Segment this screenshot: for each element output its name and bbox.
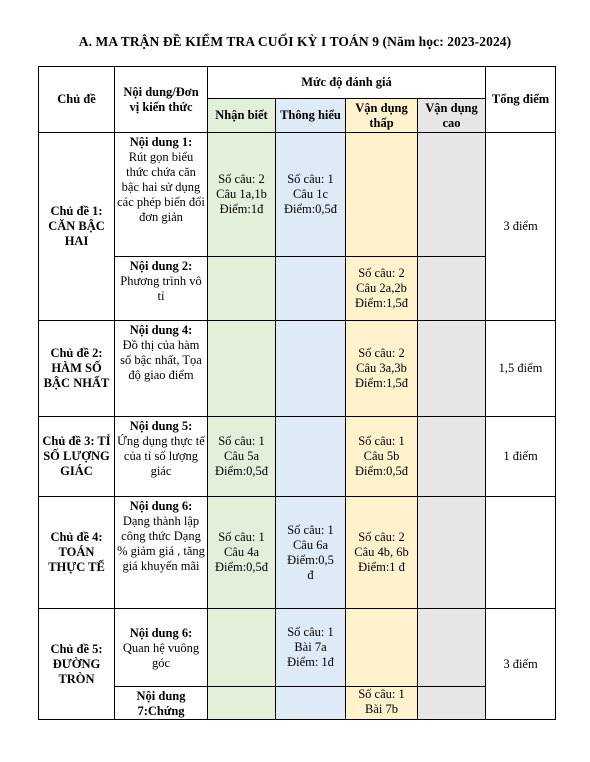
recognize-cell xyxy=(208,257,276,321)
recognize-cell xyxy=(208,687,276,720)
topic-cell: Chủ đề 3: TỈ SỐ LƯỢNG GIÁC xyxy=(39,417,115,497)
content-desc: Quan hệ vuông góc xyxy=(122,641,200,670)
cell-line: Câu 5a xyxy=(223,449,260,463)
content-cell xyxy=(115,497,208,609)
header-total: Tổng điểm xyxy=(486,67,556,133)
total-cell: 3 điểm xyxy=(486,609,556,720)
header-level: Mức độ đánh giá xyxy=(208,67,486,99)
cell-line: Câu 4a xyxy=(223,545,260,559)
table-row xyxy=(39,609,556,687)
apply-high-cell xyxy=(418,687,486,720)
cell-line: đ xyxy=(307,567,314,582)
cell-line: Câu 1a,1b xyxy=(216,187,267,201)
understand-cell xyxy=(276,133,346,257)
topic-cell: Chủ đề 1: CĂN BẬC HAI xyxy=(39,133,115,321)
content-name: Nội dung 6: xyxy=(129,499,193,513)
content-cell xyxy=(115,321,208,417)
total-cell: 1,5 điểm xyxy=(486,321,556,417)
content-name: Nội dung 1: xyxy=(129,135,193,149)
apply-low-cell xyxy=(346,321,418,417)
apply-high-cell xyxy=(418,609,486,687)
header-apply-high: Vận dụng cao xyxy=(418,99,486,133)
recognize-cell xyxy=(208,497,276,609)
cell-line: Bài 7b xyxy=(365,702,398,716)
content-name: Nội dung 2: xyxy=(129,259,193,273)
recognize-cell xyxy=(208,133,276,257)
apply-high-cell xyxy=(418,133,486,257)
cell-line: Số câu: 1 xyxy=(358,434,405,448)
topic-cell: Chủ đề 2: HÀM SỐ BẬC NHẤT xyxy=(39,321,115,417)
total-cell xyxy=(486,497,556,609)
understand-cell xyxy=(276,257,346,321)
apply-low-cell xyxy=(346,133,418,257)
cell-line: Số câu: 2 xyxy=(358,266,405,280)
cell-line: Câu 3a,3b xyxy=(356,361,407,375)
content-name: Nội dung 7:Chứng xyxy=(136,689,186,718)
cell-line: Câu 5b xyxy=(363,449,400,463)
cell-line: Bài 7a xyxy=(294,640,327,654)
recognize-cell xyxy=(208,417,276,497)
cell-line: Câu 6a xyxy=(292,537,329,552)
recognize-cell xyxy=(208,609,276,687)
content-desc: Ứng dụng thực tế của tỉ số lượng giác xyxy=(117,434,205,478)
cell-line: Điểm:0,5đ xyxy=(283,202,338,216)
cell-line: Điểm: 1đ xyxy=(287,655,334,669)
content-cell xyxy=(115,417,208,497)
apply-high-cell xyxy=(418,257,486,321)
cell-line: Số câu: 2 xyxy=(358,530,405,544)
cell-line: Câu 1c xyxy=(292,187,329,201)
content-cell xyxy=(115,609,208,687)
content-desc: Đồ thị của hàm số bậc nhất, Tọa độ giao điểm xyxy=(120,338,202,382)
table-row xyxy=(39,133,556,257)
cell-line: Điểm:0,5đ xyxy=(214,560,269,574)
cell-line: Số câu: 1 xyxy=(218,530,265,544)
header-content: Nội dung/Đơn vị kiến thức xyxy=(115,67,208,133)
recognize-cell xyxy=(208,321,276,417)
cell-line: Số câu: 2 xyxy=(218,172,265,186)
apply-low-cell xyxy=(346,497,418,609)
cell-line: Điểm:1,5đ xyxy=(354,296,409,310)
cell-line: Điểm:1,5đ xyxy=(354,376,409,390)
table-row xyxy=(39,417,556,497)
table-row xyxy=(39,257,556,321)
header-understand: Thông hiểu xyxy=(276,99,346,133)
apply-high-cell xyxy=(418,497,486,609)
table-row xyxy=(39,497,556,609)
content-cell xyxy=(115,133,208,257)
content-desc: Rút gọn biểu thức chứa căn bậc hai sử dụng các phép biến đổi đơn giản xyxy=(117,150,205,224)
cell-line: Số câu: 1 xyxy=(287,172,334,186)
apply-low-cell xyxy=(346,609,418,687)
content-name: Nội dung 5: xyxy=(129,419,193,433)
cell-line: Số câu: 2 xyxy=(358,346,405,360)
table-row xyxy=(39,321,556,417)
cell-line: Câu 2a,2b xyxy=(356,281,407,295)
document-title: A. MA TRẬN ĐỀ KIỂM TRA CUỐI KỲ I TOÁN 9 (Năm học: 2023-2024) xyxy=(78,34,512,49)
apply-high-cell xyxy=(418,321,486,417)
understand-cell xyxy=(276,321,346,417)
cell-line: Số câu: 1 xyxy=(358,687,405,701)
topic-cell: Chủ đề 5: ĐƯỜNG TRÒN xyxy=(39,609,115,720)
header-topic: Chủ đề xyxy=(39,67,115,133)
content-cell xyxy=(115,687,208,720)
content-cell xyxy=(115,257,208,321)
cell-line: Số câu: 1 xyxy=(287,522,334,537)
cell-line: Điểm:1 đ xyxy=(358,560,405,574)
table-row xyxy=(39,687,556,720)
assessment-matrix-table xyxy=(38,66,556,720)
total-cell: 1 điểm xyxy=(486,417,556,497)
understand-cell xyxy=(276,609,346,687)
header-apply-low: Vận dụng thấp xyxy=(346,99,418,133)
cell-line: Điểm:0,5đ xyxy=(354,464,409,478)
content-name: Nội dung 6: xyxy=(129,626,193,640)
understand-cell xyxy=(276,687,346,720)
content-desc: Phương trình vô tỉ xyxy=(120,274,202,303)
content-desc: Dạng thành lập công thức Dạng % giảm giá , tăng giá khuyến mãi xyxy=(117,514,205,573)
cell-line: Điểm:0,5đ xyxy=(214,464,269,478)
cell-line: Điểm:0,5 xyxy=(287,552,334,567)
content-name: Nội dung 4: xyxy=(129,323,193,337)
apply-low-cell xyxy=(346,257,418,321)
apply-low-cell xyxy=(346,417,418,497)
cell-line: Câu 4b, 6b xyxy=(354,545,409,559)
topic-cell: Chủ đề 4: TOÁN THỰC TẾ xyxy=(39,497,115,609)
apply-low-cell xyxy=(346,687,418,720)
apply-high-cell xyxy=(418,417,486,497)
understand-cell xyxy=(276,417,346,497)
total-cell: 3 điểm xyxy=(486,133,556,321)
header-recognize: Nhận biết xyxy=(208,99,276,133)
understand-cell xyxy=(276,497,346,609)
cell-line: Số câu: 1 xyxy=(287,625,334,639)
cell-line: Số câu: 1 xyxy=(218,434,265,448)
cell-line: Điểm:1đ xyxy=(219,202,264,216)
